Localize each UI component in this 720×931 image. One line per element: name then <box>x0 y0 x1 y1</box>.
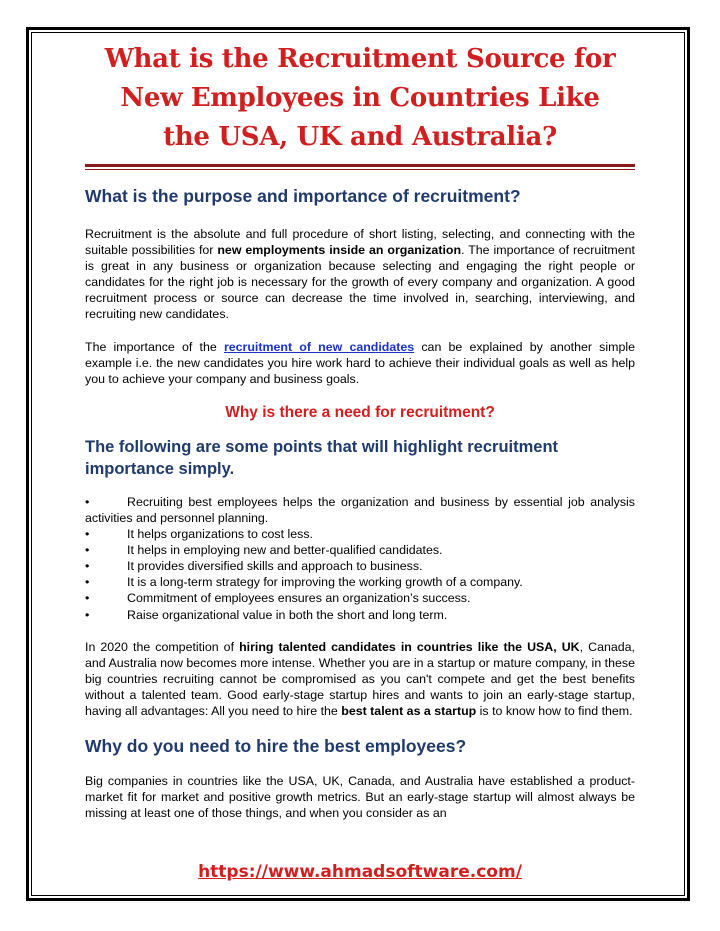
list-item <box>85 526 635 542</box>
bullet-marker: • <box>85 559 90 574</box>
bullet-marker: • <box>85 575 90 590</box>
bullet-list <box>85 494 635 623</box>
bullet-marker: • <box>85 543 90 558</box>
title-line-2: New Employees in Countries Like <box>120 83 600 113</box>
bullet-text: It provides diversified skills and approach to business. <box>127 559 423 574</box>
list-item <box>85 494 635 526</box>
bullet-marker: • <box>85 494 90 509</box>
title-line-1: What is the Recruitment Source for <box>104 44 616 74</box>
para1-text-start: Recruitment is the absolute and full procedure of short listing, selecting, and connecting with the suitable possibilities for <box>85 227 635 258</box>
para3-bold-phrase-2: best talent as a startup <box>341 703 477 718</box>
para3-text-end: is to know how to find them. <box>476 703 633 718</box>
bullet-marker: • <box>85 527 90 542</box>
list-item <box>85 558 635 574</box>
bullet-text: It helps organizations to cost less. <box>127 527 313 542</box>
list-item <box>85 542 635 558</box>
document-body <box>85 40 635 821</box>
heading-why-need: Why is there a need for recruitment? <box>225 403 495 421</box>
list-item <box>85 607 635 623</box>
bullet-text: It helps in employing new and better-qualified candidates. <box>127 543 443 558</box>
title-divider-thin <box>85 169 635 170</box>
title-line-3: the USA, UK and Australia? <box>163 122 557 152</box>
para2-text-start: The importance of the <box>85 339 224 354</box>
list-item <box>85 590 635 606</box>
bullet-text: Commitment of employees ensures an organization’s success. <box>127 591 471 606</box>
paragraph-recruitment-definition <box>85 226 635 323</box>
bullet-text: Raise organizational value in both the short and long term. <box>127 607 448 622</box>
heading-hire-best: Why do you need to hire the best employees? <box>85 736 467 757</box>
para1-bold-phrase: new employments inside an organization <box>217 243 462 258</box>
para3-text-middle: , Canada, and Australia now becomes more intense. Whether you are in a startup or mature company, in these big countries recruiting cannot be compromised as you can't compete and get the best benefits without a talented team. Good early-stage startup hires and wants to join an early-stage startup, having all advantages: All you need to hire the <box>85 639 635 718</box>
para2-text-end: can be explained by another simple example i.e. the new candidates you hire work hard to achieve their individual goals as well as help you to achieve your company and business goals. <box>85 339 635 386</box>
bullet-text: Recruiting best employees helps the organization and business by essential job analysis activities and personnel planning. <box>85 494 635 525</box>
bullet-text: It is a long-term strategy for improving the working growth of a company. <box>127 575 523 590</box>
heading-purpose: What is the purpose and importance of recruitment? <box>85 186 521 206</box>
para3-bold-phrase-1: hiring talented candidates in countries like the USA, UK <box>239 639 580 654</box>
paragraph-importance <box>85 339 635 387</box>
heading-points: The following are some points that will highlight recruitment importance simply. <box>85 437 559 478</box>
footer-website-link[interactable]: https://www.ahmadsoftware.com/ <box>198 862 522 882</box>
title-divider-thick <box>85 164 635 167</box>
recruitment-of-new-candidates-link[interactable]: recruitment of new candidates <box>223 339 415 354</box>
para1-text-end: . The importance of recruitment is great in any business or organization because selecting and engaging the right people or candidates for the right job is necessary for the growth of every company and organization. A good recruitment process or source can decrease the time involved in, searching, interviewing, and recruiting new candidates. <box>85 243 635 322</box>
page-title <box>85 40 635 157</box>
paragraph-competition-2020 <box>85 639 635 719</box>
bullet-marker: • <box>85 591 90 606</box>
bullet-marker: • <box>85 607 90 622</box>
paragraph-big-companies: Big companies in countries like the USA, UK, Canada, and Australia have established a product-market fit for market and positive growth metrics. But an early-stage startup will almost always be missing at least one of those things, and when you consider as an <box>85 774 635 821</box>
para3-text-start: In 2020 the competition of <box>85 639 240 654</box>
list-item <box>85 574 635 590</box>
